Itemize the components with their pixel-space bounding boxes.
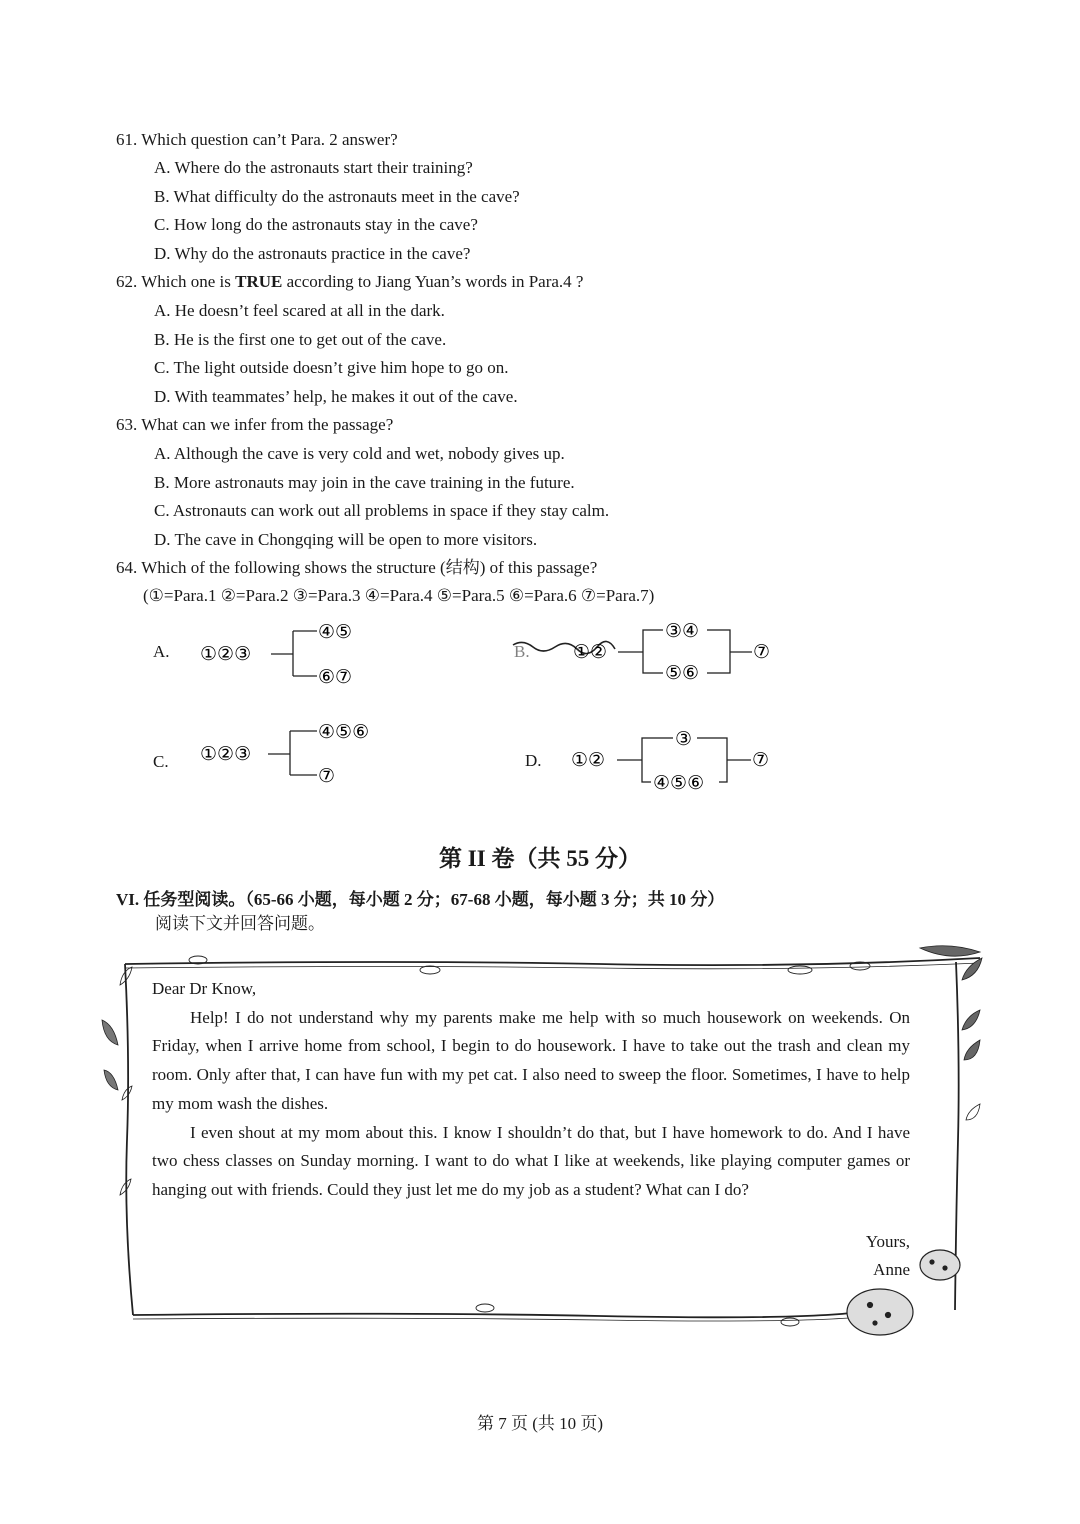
diagram-c-top: ④⑤⑥	[318, 721, 370, 743]
page-footer: 第 7 页 (共 10 页)	[476, 1414, 604, 1433]
diagram-c-bottom: ⑦	[318, 765, 336, 787]
leaves-right	[920, 946, 982, 1120]
diagram-b-bottom: ⑤⑥	[665, 662, 700, 684]
q62-stem-post: according to Jiang Yuan’s words in Para.4 ?	[282, 272, 584, 291]
question-64-stem: 64. Which of the following shows the structure (结构) of this passage?	[116, 558, 598, 577]
q62-option-a: A. He doesn’t feel scared at all in the dark.	[154, 301, 445, 320]
diagram-c-label: C.	[153, 752, 169, 771]
q64-legend: (①=Para.1 ②=Para.2 ③=Para.3 ④=Para.4 ⑤=Para.5 ⑥=Para.6 ⑦=Para.7)	[143, 586, 655, 605]
diagram-b-left: ①②	[573, 641, 608, 663]
q62-stem-pre: 62. Which one is	[116, 272, 236, 291]
diagram-d-bottom: ④⑤⑥	[653, 772, 705, 794]
diagram-c	[195, 715, 415, 795]
diagram-a-bottom: ⑥⑦	[318, 666, 353, 688]
q63-option-a: A. Although the cave is very cold and wet, nobody gives up.	[154, 444, 565, 463]
q63-option-b: B. More astronauts may join in the cave training in the future.	[154, 473, 575, 492]
section-title: 第 II 卷（共 55 分）	[439, 846, 641, 871]
diagram-b	[505, 615, 805, 695]
question-63-stem: 63. What can we infer from the passage?	[116, 415, 394, 434]
letter-closing: Yours,	[865, 1232, 910, 1251]
q61-option-b: B. What difficulty do the astronauts meet in the cave?	[154, 187, 520, 206]
q62-option-b: B. He is the first one to get out of the cave.	[154, 330, 447, 349]
question-62-stem	[116, 272, 583, 292]
question-61-stem: 61. Which question can’t Para. 2 answer?	[116, 130, 398, 149]
diagram-d-label: D.	[525, 751, 542, 770]
diagram-d	[565, 722, 805, 802]
frame-bottom-border	[133, 1312, 860, 1317]
diagram-d-left: ①②	[571, 749, 606, 771]
diagram-b-right: ⑦	[753, 641, 771, 663]
diagram-c-left: ①②③	[200, 743, 252, 765]
q63-option-c: C. Astronauts can work out all problems in space if they stay calm.	[154, 501, 610, 520]
q61-option-a: A. Where do the astronauts start their training?	[154, 158, 473, 177]
diagram-a-top: ④⑤	[318, 621, 353, 643]
letter-paragraph-2: I even shout at my mom about this. I know I shouldn’t do that, but I have homework to do. And I have two chess classes on Sunday morning. I want to do what I like at weekends, like playing computer games or hanging out with friends. Could they just let me do my job as a student? What can I do?	[152, 1122, 910, 1199]
letter-body	[152, 975, 910, 1205]
q61-option-c: C. How long do the astronauts stay in the cave?	[154, 215, 478, 234]
diagram-d-right: ⑦	[752, 749, 770, 771]
letter-paragraph-1: Help! I do not understand why my parents make me help with so much housework on weekends. On Friday, when I arrive home from school, I begin to do housework. I have to take out the trash and clean my room. Only after that, I can have fun with my pet cat. I also need to sweep the floor. Sometimes, I have to help my mom wash the dishes.	[152, 1007, 910, 1113]
diagram-a	[195, 615, 395, 695]
q63-option-d: D. The cave in Chongqing will be open to more visitors.	[154, 530, 538, 549]
q62-option-c: C. The light outside doesn’t give him hope to go on.	[154, 358, 509, 377]
q62-option-d: D. With teammates’ help, he makes it out of the cave.	[154, 387, 518, 406]
section-vi-heading: VI. 任务型阅读。（65-66 小题，每小题 2 分；67-68 小题，每小题 3 分；共 10 分）	[116, 890, 725, 909]
diagram-d-top: ③	[675, 728, 693, 750]
q62-stem-bold: TRUE	[235, 272, 283, 291]
letter-greeting: Dear Dr Know,	[152, 979, 257, 998]
diagram-a-left: ①②③	[200, 643, 252, 665]
diagram-b-label: B.	[514, 642, 530, 661]
diagram-b-top: ③④	[665, 620, 700, 642]
section-vi-instruction: 阅读下文并回答问题。	[155, 914, 325, 933]
diagram-a-label: A.	[153, 642, 170, 661]
q61-option-d: D. Why do the astronauts practice in the cave?	[154, 244, 471, 263]
letter-signature: Anne	[873, 1260, 910, 1279]
frame-left-border	[125, 964, 133, 1315]
